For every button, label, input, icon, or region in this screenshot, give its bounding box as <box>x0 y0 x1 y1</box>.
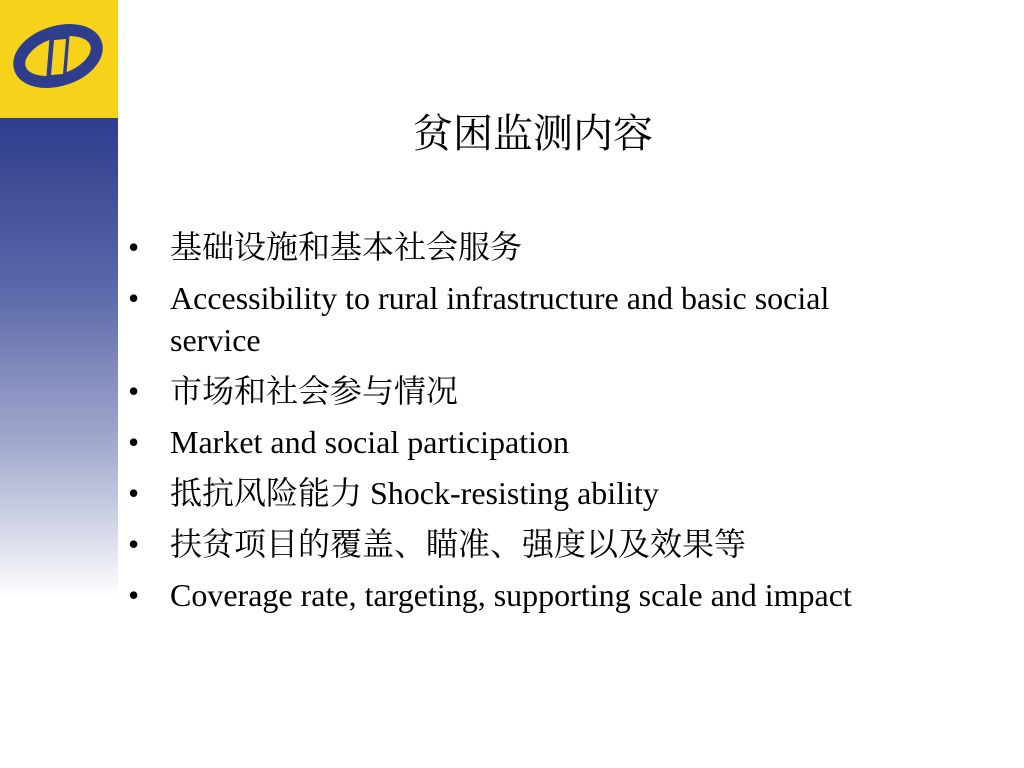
bullet-text: 扶贫项目的覆盖、瞄准、强度以及效果等 <box>170 526 747 562</box>
bullet-item <box>128 277 908 361</box>
bullet-marker: • <box>128 280 140 316</box>
bullet-item <box>128 370 908 412</box>
bullet-text: 抵抗风险能力 Shock-resisting ability <box>170 475 659 511</box>
slide-sidebar <box>0 0 118 768</box>
bullet-marker: • <box>128 424 140 460</box>
bullet-marker: • <box>128 526 140 562</box>
bullet-marker: • <box>128 229 140 265</box>
bullet-text: 市场和社会参与情况 <box>170 373 459 409</box>
bullet-item <box>128 226 908 268</box>
bullet-list <box>128 226 908 625</box>
logo-block <box>0 0 118 118</box>
bullet-text: Accessibility to rural infrastructure and basic social service <box>170 280 830 358</box>
bullet-marker: • <box>128 373 140 409</box>
bullet-item <box>128 421 908 463</box>
bullet-text: Market and social participation <box>170 424 569 460</box>
bullet-text: 基础设施和基本社会服务 <box>170 229 523 265</box>
bullet-item <box>128 523 908 565</box>
bullet-marker: • <box>128 577 140 613</box>
bullet-text: Coverage rate, targeting, supporting scale and impact <box>170 577 852 613</box>
organization-logo-icon <box>10 20 106 92</box>
bullet-item <box>128 472 908 514</box>
bullet-marker: • <box>128 475 140 511</box>
bullet-item <box>128 574 908 616</box>
slide-title: 贫困监测内容 <box>413 111 653 156</box>
sidebar-gradient-bar <box>0 118 118 598</box>
